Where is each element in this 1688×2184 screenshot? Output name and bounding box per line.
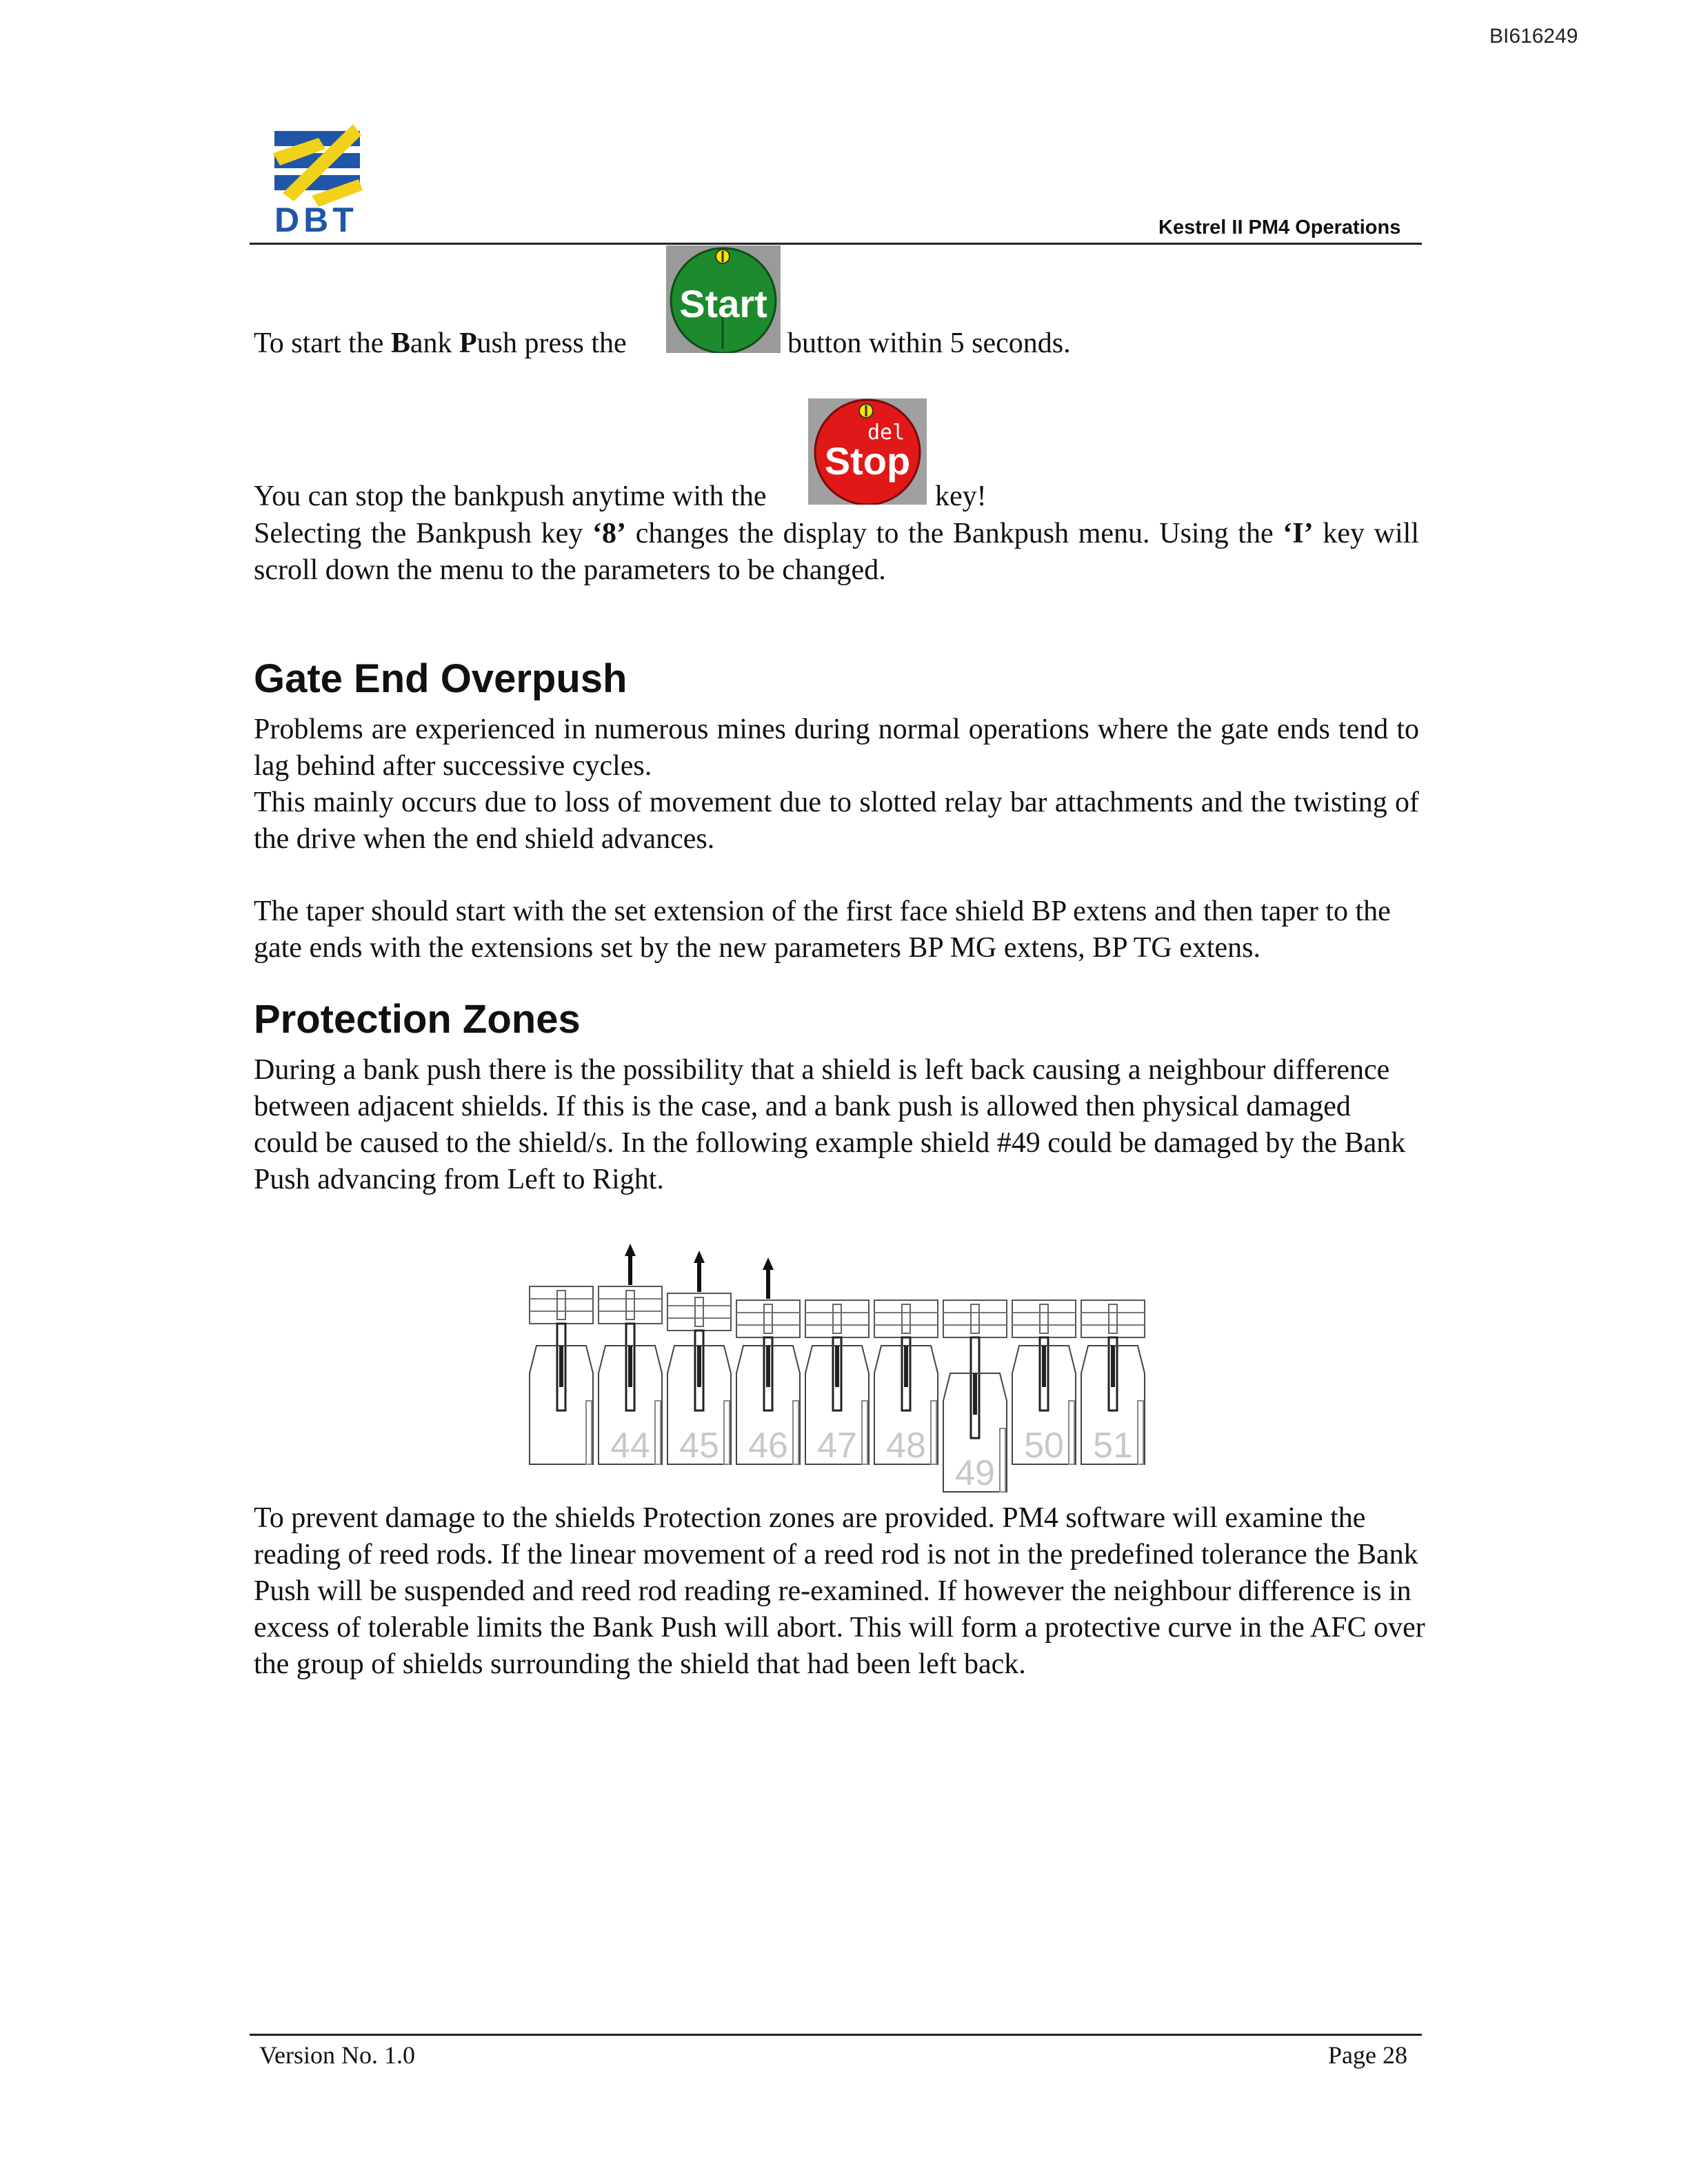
shield-51 — [1081, 1300, 1145, 1466]
advance-arrow-icon — [625, 1244, 636, 1285]
menu-text-2: changes the display to the Bankpush menu. Using the — [626, 518, 1283, 549]
footer-page-number: Page 28 — [1328, 2041, 1407, 2069]
gate-end-paragraph-1: Problems are experienced in numerous mines during normal operations where the gate ends tend to lag behind after successive cycles. — [254, 714, 1419, 782]
shield-number-label: 45 — [679, 1426, 719, 1466]
header-title: Kestrel II PM4 Operations — [1158, 216, 1401, 239]
document-id: BI616249 — [1489, 25, 1578, 48]
shield-number-label: 51 — [1093, 1426, 1133, 1466]
start-bold-b: B — [390, 327, 410, 359]
shield-number-label: 48 — [886, 1426, 926, 1466]
stop-button-sublabel: del — [867, 421, 905, 445]
heading-gate-end-overpush: Gate End Overpush — [254, 656, 627, 701]
stop-button-label: Stop — [824, 439, 911, 483]
start-text-3: ush press the — [476, 327, 627, 359]
shield-44 — [599, 1244, 662, 1466]
gate-end-paragraph-3: The taper should start with the set extension of the first face shield BP extens and then taper to the gate ends with the extensions set by the new parameters BP MG extens, BP TG extens. — [254, 896, 1391, 964]
protection-zones-paragraph-2: To prevent damage to the shields Protection zones are provided. PM4 software will examine the reading of reed rods. If the linear movement of a reed rod is not in the predefined tolerance the Bank Push will be suspended and reed rod reading re-examined. If however the neighbour difference is in excess of tolerable limits the Bank Push will abort. This will form a protective curve in the AFC over the group of shields surrounding the shield that had been left back. — [254, 1502, 1425, 1680]
footer-rule — [250, 2034, 1422, 2036]
shield-number-label: 47 — [817, 1426, 857, 1466]
shield-45 — [667, 1251, 731, 1466]
stop-instruction-end: key! — [935, 481, 987, 512]
protection-zones-paragraph-1: During a bank push there is the possibility that a shield is left back causing a neighbour difference between adjacent shields. If this is the case, and a bank push is allowed then physical damaged could be caused to the shield/s. In the following example shield #49 could be damaged by the Bank Push advancing from Left to Right. — [254, 1054, 1406, 1195]
shield-number-label: 46 — [748, 1426, 788, 1466]
logo-text: DBT — [274, 201, 358, 239]
advance-arrow-icon — [763, 1257, 774, 1299]
start-bold-p: P — [459, 327, 477, 359]
shield-47 — [805, 1300, 869, 1466]
menu-key-i: ‘I’ — [1283, 518, 1314, 549]
bankpush-menu-paragraph — [254, 516, 1419, 589]
footer-version: Version No. 1.0 — [259, 2041, 415, 2069]
shield-46 — [736, 1257, 800, 1466]
heading-protection-zones: Protection Zones — [254, 997, 581, 1042]
start-text-2: ank — [410, 327, 460, 359]
shield-number-label: 50 — [1024, 1426, 1064, 1466]
menu-key-8: ‘8’ — [592, 518, 626, 549]
shield-number-label: 44 — [610, 1426, 650, 1466]
shield-diagram — [524, 1234, 1158, 1510]
shield-50 — [1012, 1300, 1076, 1466]
start-button-label: Start — [679, 282, 767, 325]
shield-49 — [943, 1300, 1007, 1493]
start-text-1: To start the — [254, 327, 391, 359]
header-rule — [250, 243, 1422, 245]
menu-text-1: Selecting the Bankpush key — [254, 518, 593, 549]
gate-end-paragraph-2: This mainly occurs due to loss of movement due to slotted relay bar attachments and the twisting of the drive when the end shield advances. — [254, 787, 1419, 855]
start-instruction-end: button within 5 seconds. — [787, 327, 1071, 359]
shield-gate-end — [530, 1286, 593, 1464]
advance-arrow-icon — [694, 1251, 705, 1292]
stop-instruction: You can stop the bankpush anytime with the — [254, 481, 767, 512]
menu-text-3: key will scroll down the menu to the parameters to be changed. — [254, 518, 1419, 586]
shield-48 — [874, 1300, 938, 1466]
shield-number-label: 49 — [955, 1453, 995, 1493]
